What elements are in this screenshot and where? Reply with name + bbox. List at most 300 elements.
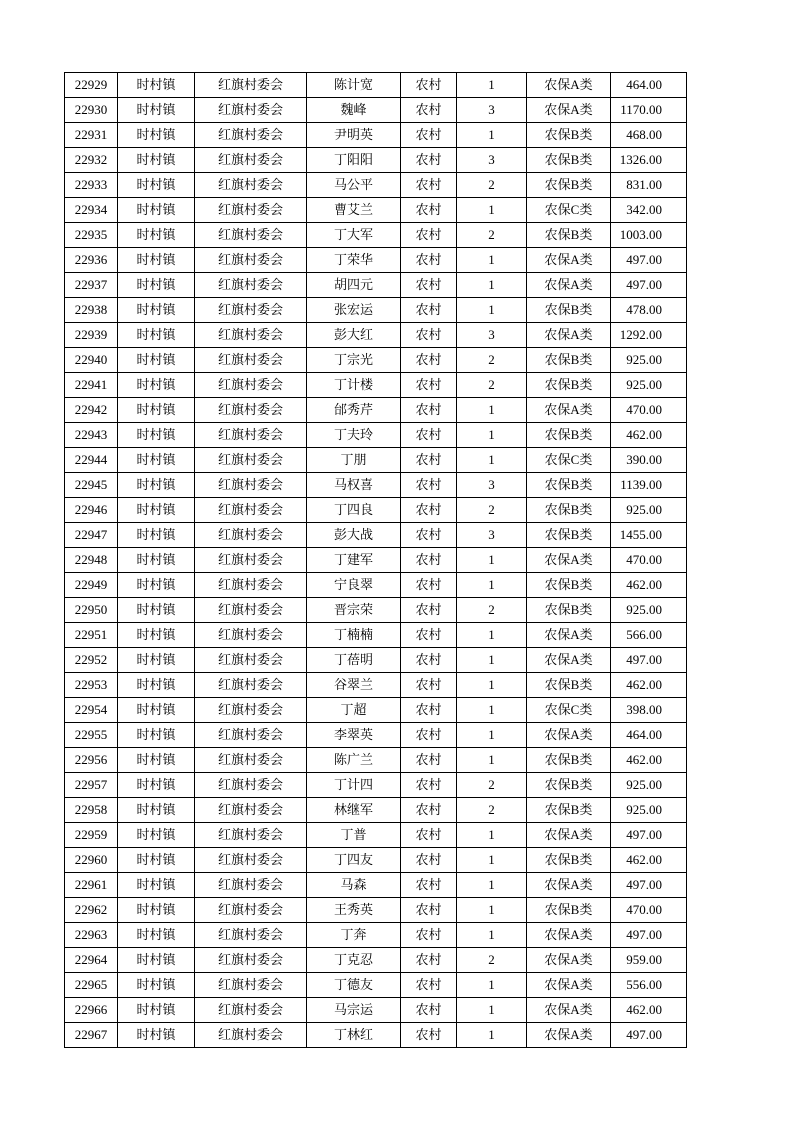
- table-cell-town: 时村镇: [118, 448, 195, 473]
- table-cell-village_committee: 红旗村委会: [195, 948, 307, 973]
- table-cell-amount: 398.00: [611, 698, 687, 723]
- table-cell-town: 时村镇: [118, 648, 195, 673]
- table-cell-town: 时村镇: [118, 948, 195, 973]
- table-row: [65, 373, 687, 398]
- table-cell-village_committee: 红旗村委会: [195, 248, 307, 273]
- table-cell-person_count: 1: [457, 923, 527, 948]
- table-cell-person_count: 1: [457, 398, 527, 423]
- table-cell-serial_no: 22954: [65, 698, 118, 723]
- table-cell-village_committee: 红旗村委会: [195, 598, 307, 623]
- table-cell-serial_no: 22963: [65, 923, 118, 948]
- table-cell-town: 时村镇: [118, 673, 195, 698]
- table-cell-serial_no: 22948: [65, 548, 118, 573]
- table-cell-name: 丁林红: [307, 1023, 401, 1048]
- table-cell-serial_no: 22961: [65, 873, 118, 898]
- table-cell-amount: 831.00: [611, 173, 687, 198]
- table-cell-person_count: 1: [457, 748, 527, 773]
- table-row: [65, 923, 687, 948]
- table-cell-town: 时村镇: [118, 73, 195, 98]
- table-cell-person_count: 1: [457, 1023, 527, 1048]
- table-cell-insurance_category: 农保B类: [527, 123, 611, 148]
- table-cell-name: 丁计四: [307, 773, 401, 798]
- table-cell-village_committee: 红旗村委会: [195, 198, 307, 223]
- table-cell-person_count: 1: [457, 198, 527, 223]
- table-cell-insurance_category: 农保B类: [527, 773, 611, 798]
- table-row: [65, 348, 687, 373]
- table-cell-residence_type: 农村: [401, 773, 457, 798]
- table-cell-name: 马公平: [307, 173, 401, 198]
- table-row: [65, 323, 687, 348]
- table-cell-insurance_category: 农保B类: [527, 473, 611, 498]
- table-cell-village_committee: 红旗村委会: [195, 848, 307, 873]
- table-cell-residence_type: 农村: [401, 198, 457, 223]
- table-cell-amount: 462.00: [611, 673, 687, 698]
- table-cell-amount: 470.00: [611, 398, 687, 423]
- table-cell-village_committee: 红旗村委会: [195, 698, 307, 723]
- table-cell-residence_type: 农村: [401, 223, 457, 248]
- table-cell-serial_no: 22929: [65, 73, 118, 98]
- table-cell-person_count: 1: [457, 73, 527, 98]
- table-cell-insurance_category: 农保A类: [527, 248, 611, 273]
- table-cell-amount: 1292.00: [611, 323, 687, 348]
- table-cell-name: 丁四良: [307, 498, 401, 523]
- table-cell-name: 马森: [307, 873, 401, 898]
- table-cell-insurance_category: 农保B类: [527, 598, 611, 623]
- table-cell-village_committee: 红旗村委会: [195, 873, 307, 898]
- table-cell-town: 时村镇: [118, 398, 195, 423]
- table-cell-residence_type: 农村: [401, 398, 457, 423]
- table-cell-amount: 1139.00: [611, 473, 687, 498]
- table-cell-town: 时村镇: [118, 423, 195, 448]
- table-cell-serial_no: 22941: [65, 373, 118, 398]
- table-cell-person_count: 1: [457, 698, 527, 723]
- table-row: [65, 1023, 687, 1048]
- table-cell-residence_type: 农村: [401, 798, 457, 823]
- table-cell-amount: 462.00: [611, 998, 687, 1023]
- table-cell-name: 晋宗荣: [307, 598, 401, 623]
- table-cell-serial_no: 22960: [65, 848, 118, 873]
- table-cell-name: 丁建军: [307, 548, 401, 573]
- table-cell-name: 丁楠楠: [307, 623, 401, 648]
- table-cell-residence_type: 农村: [401, 173, 457, 198]
- table-cell-insurance_category: 农保B类: [527, 348, 611, 373]
- table-cell-residence_type: 农村: [401, 923, 457, 948]
- table-cell-village_committee: 红旗村委会: [195, 148, 307, 173]
- table-cell-amount: 1170.00: [611, 98, 687, 123]
- table-cell-person_count: 2: [457, 948, 527, 973]
- table-cell-amount: 497.00: [611, 923, 687, 948]
- table-cell-village_committee: 红旗村委会: [195, 898, 307, 923]
- table-cell-person_count: 1: [457, 823, 527, 848]
- table-cell-name: 丁普: [307, 823, 401, 848]
- table-cell-residence_type: 农村: [401, 448, 457, 473]
- table-cell-person_count: 1: [457, 973, 527, 998]
- table-cell-insurance_category: 农保A类: [527, 273, 611, 298]
- table-cell-insurance_category: 农保A类: [527, 73, 611, 98]
- table-cell-village_committee: 红旗村委会: [195, 548, 307, 573]
- table-cell-person_count: 1: [457, 548, 527, 573]
- table-cell-name: 丁大军: [307, 223, 401, 248]
- table-cell-town: 时村镇: [118, 848, 195, 873]
- table-cell-person_count: 2: [457, 498, 527, 523]
- table-row: [65, 898, 687, 923]
- table-cell-residence_type: 农村: [401, 948, 457, 973]
- pension-benefits-table: [64, 72, 687, 1048]
- table-row: [65, 973, 687, 998]
- table-cell-town: 时村镇: [118, 723, 195, 748]
- table-cell-amount: 462.00: [611, 573, 687, 598]
- table-cell-insurance_category: 农保A类: [527, 723, 611, 748]
- table-cell-village_committee: 红旗村委会: [195, 773, 307, 798]
- table-cell-village_committee: 红旗村委会: [195, 498, 307, 523]
- table-cell-amount: 497.00: [611, 648, 687, 673]
- table-cell-residence_type: 农村: [401, 998, 457, 1023]
- table-cell-name: 丁夫玲: [307, 423, 401, 448]
- table-cell-town: 时村镇: [118, 823, 195, 848]
- table-cell-insurance_category: 农保B类: [527, 423, 611, 448]
- table-cell-town: 时村镇: [118, 748, 195, 773]
- table-cell-serial_no: 22933: [65, 173, 118, 198]
- table-cell-amount: 566.00: [611, 623, 687, 648]
- table-cell-residence_type: 农村: [401, 348, 457, 373]
- table-row: [65, 423, 687, 448]
- table-cell-insurance_category: 农保C类: [527, 198, 611, 223]
- table-row: [65, 123, 687, 148]
- table-cell-person_count: 1: [457, 298, 527, 323]
- table-cell-amount: 342.00: [611, 198, 687, 223]
- table-cell-name: 谷翠兰: [307, 673, 401, 698]
- table-cell-person_count: 1: [457, 273, 527, 298]
- table-cell-amount: 497.00: [611, 823, 687, 848]
- table-cell-person_count: 2: [457, 773, 527, 798]
- table-cell-town: 时村镇: [118, 598, 195, 623]
- table-cell-amount: 497.00: [611, 873, 687, 898]
- table-cell-amount: 925.00: [611, 598, 687, 623]
- table-cell-village_committee: 红旗村委会: [195, 423, 307, 448]
- table-cell-village_committee: 红旗村委会: [195, 798, 307, 823]
- table-cell-name: 马宗运: [307, 998, 401, 1023]
- table-cell-serial_no: 22947: [65, 523, 118, 548]
- table-row: [65, 173, 687, 198]
- table-cell-serial_no: 22958: [65, 798, 118, 823]
- table-cell-village_committee: 红旗村委会: [195, 723, 307, 748]
- table-cell-name: 丁奔: [307, 923, 401, 948]
- table-cell-name: 陈计宽: [307, 73, 401, 98]
- table-cell-insurance_category: 农保A类: [527, 398, 611, 423]
- table-cell-residence_type: 农村: [401, 423, 457, 448]
- table-cell-serial_no: 22946: [65, 498, 118, 523]
- table-cell-person_count: 1: [457, 898, 527, 923]
- table-cell-name: 丁克忍: [307, 948, 401, 973]
- table-cell-name: 彭大红: [307, 323, 401, 348]
- table-cell-residence_type: 农村: [401, 598, 457, 623]
- table-cell-insurance_category: 农保B类: [527, 673, 611, 698]
- table-cell-insurance_category: 农保B类: [527, 148, 611, 173]
- table-cell-serial_no: 22967: [65, 1023, 118, 1048]
- table-cell-town: 时村镇: [118, 498, 195, 523]
- table-cell-serial_no: 22935: [65, 223, 118, 248]
- table-row: [65, 873, 687, 898]
- table-cell-name: 胡四元: [307, 273, 401, 298]
- table-cell-insurance_category: 农保A类: [527, 1023, 611, 1048]
- table-cell-serial_no: 22952: [65, 648, 118, 673]
- table-cell-person_count: 1: [457, 848, 527, 873]
- table-cell-residence_type: 农村: [401, 723, 457, 748]
- table-cell-name: 李翠英: [307, 723, 401, 748]
- table-cell-town: 时村镇: [118, 998, 195, 1023]
- table-cell-residence_type: 农村: [401, 823, 457, 848]
- table-cell-name: 陈广兰: [307, 748, 401, 773]
- table-row: [65, 273, 687, 298]
- table-cell-town: 时村镇: [118, 573, 195, 598]
- table-cell-insurance_category: 农保A类: [527, 98, 611, 123]
- table-cell-insurance_category: 农保B类: [527, 898, 611, 923]
- table-cell-insurance_category: 农保A类: [527, 323, 611, 348]
- table-cell-amount: 1326.00: [611, 148, 687, 173]
- table-cell-name: 丁荣华: [307, 248, 401, 273]
- table-row: [65, 648, 687, 673]
- table-cell-person_count: 1: [457, 123, 527, 148]
- table-cell-insurance_category: 农保B类: [527, 173, 611, 198]
- table-cell-town: 时村镇: [118, 148, 195, 173]
- table-row: [65, 248, 687, 273]
- table-cell-village_committee: 红旗村委会: [195, 998, 307, 1023]
- table-row: [65, 73, 687, 98]
- table-row: [65, 748, 687, 773]
- table-cell-village_committee: 红旗村委会: [195, 73, 307, 98]
- table-cell-town: 时村镇: [118, 773, 195, 798]
- table-cell-name: 王秀英: [307, 898, 401, 923]
- table-cell-town: 时村镇: [118, 173, 195, 198]
- table-row: [65, 723, 687, 748]
- table-cell-village_committee: 红旗村委会: [195, 373, 307, 398]
- table-row: [65, 498, 687, 523]
- table-cell-insurance_category: 农保B类: [527, 498, 611, 523]
- table-cell-town: 时村镇: [118, 298, 195, 323]
- table-cell-name: 彭大战: [307, 523, 401, 548]
- table-cell-amount: 925.00: [611, 773, 687, 798]
- table-cell-insurance_category: 农保B类: [527, 523, 611, 548]
- table-cell-residence_type: 农村: [401, 648, 457, 673]
- table-cell-amount: 464.00: [611, 723, 687, 748]
- table-cell-name: 丁阳阳: [307, 148, 401, 173]
- table-row: [65, 473, 687, 498]
- table-cell-serial_no: 22930: [65, 98, 118, 123]
- table-cell-serial_no: 22942: [65, 398, 118, 423]
- table-cell-town: 时村镇: [118, 1023, 195, 1048]
- table-cell-village_committee: 红旗村委会: [195, 823, 307, 848]
- table-cell-village_committee: 红旗村委会: [195, 473, 307, 498]
- table-cell-residence_type: 农村: [401, 873, 457, 898]
- table-cell-person_count: 2: [457, 798, 527, 823]
- table-row: [65, 223, 687, 248]
- table-cell-residence_type: 农村: [401, 548, 457, 573]
- table-cell-name: 邰秀芹: [307, 398, 401, 423]
- table-cell-amount: 1455.00: [611, 523, 687, 548]
- table-cell-serial_no: 22957: [65, 773, 118, 798]
- table-row: [65, 998, 687, 1023]
- table-cell-town: 时村镇: [118, 348, 195, 373]
- table-cell-residence_type: 农村: [401, 98, 457, 123]
- table-cell-serial_no: 22940: [65, 348, 118, 373]
- table-cell-name: 丁朋: [307, 448, 401, 473]
- table-row: [65, 548, 687, 573]
- table-cell-amount: 462.00: [611, 748, 687, 773]
- table-cell-town: 时村镇: [118, 473, 195, 498]
- table-cell-village_committee: 红旗村委会: [195, 748, 307, 773]
- table-row: [65, 698, 687, 723]
- table-cell-town: 时村镇: [118, 548, 195, 573]
- table-cell-person_count: 1: [457, 723, 527, 748]
- table-body: [65, 73, 687, 1048]
- table-row: [65, 623, 687, 648]
- table-cell-town: 时村镇: [118, 323, 195, 348]
- table-row: [65, 573, 687, 598]
- table-cell-insurance_category: 农保C类: [527, 698, 611, 723]
- table-cell-name: 曹艾兰: [307, 198, 401, 223]
- table-cell-insurance_category: 农保B类: [527, 573, 611, 598]
- table-cell-village_committee: 红旗村委会: [195, 923, 307, 948]
- table-cell-serial_no: 22936: [65, 248, 118, 273]
- table-cell-residence_type: 农村: [401, 273, 457, 298]
- table-cell-person_count: 1: [457, 448, 527, 473]
- table-cell-name: 丁计楼: [307, 373, 401, 398]
- table-cell-insurance_category: 农保B类: [527, 848, 611, 873]
- table-cell-town: 时村镇: [118, 698, 195, 723]
- table-cell-person_count: 3: [457, 523, 527, 548]
- table-cell-insurance_category: 农保B类: [527, 223, 611, 248]
- table-cell-serial_no: 22953: [65, 673, 118, 698]
- table-cell-insurance_category: 农保A类: [527, 548, 611, 573]
- table-cell-serial_no: 22938: [65, 298, 118, 323]
- table-cell-person_count: 1: [457, 648, 527, 673]
- table-cell-person_count: 1: [457, 423, 527, 448]
- table-cell-person_count: 1: [457, 573, 527, 598]
- table-cell-insurance_category: 农保A类: [527, 948, 611, 973]
- table-row: [65, 848, 687, 873]
- table-cell-amount: 470.00: [611, 548, 687, 573]
- table-row: [65, 398, 687, 423]
- table-cell-village_committee: 红旗村委会: [195, 173, 307, 198]
- table-cell-residence_type: 农村: [401, 373, 457, 398]
- table-cell-person_count: 3: [457, 473, 527, 498]
- table-cell-person_count: 1: [457, 623, 527, 648]
- table-row: [65, 148, 687, 173]
- table-cell-amount: 925.00: [611, 373, 687, 398]
- table-cell-residence_type: 农村: [401, 973, 457, 998]
- table-cell-serial_no: 22945: [65, 473, 118, 498]
- table-cell-insurance_category: 农保A类: [527, 923, 611, 948]
- table-cell-town: 时村镇: [118, 198, 195, 223]
- table-cell-person_count: 3: [457, 148, 527, 173]
- document-page: [64, 72, 687, 1048]
- table-cell-residence_type: 农村: [401, 573, 457, 598]
- table-cell-serial_no: 22931: [65, 123, 118, 148]
- table-cell-residence_type: 农村: [401, 748, 457, 773]
- table-cell-serial_no: 22956: [65, 748, 118, 773]
- table-cell-amount: 497.00: [611, 1023, 687, 1048]
- table-cell-residence_type: 农村: [401, 848, 457, 873]
- table-cell-person_count: 3: [457, 323, 527, 348]
- table-cell-person_count: 1: [457, 248, 527, 273]
- table-cell-person_count: 1: [457, 673, 527, 698]
- table-cell-name: 林继军: [307, 798, 401, 823]
- table-cell-village_committee: 红旗村委会: [195, 298, 307, 323]
- table-cell-insurance_category: 农保B类: [527, 298, 611, 323]
- table-cell-town: 时村镇: [118, 923, 195, 948]
- table-cell-village_committee: 红旗村委会: [195, 623, 307, 648]
- table-cell-person_count: 1: [457, 873, 527, 898]
- table-cell-village_committee: 红旗村委会: [195, 398, 307, 423]
- table-cell-amount: 464.00: [611, 73, 687, 98]
- table-cell-person_count: 2: [457, 598, 527, 623]
- table-cell-person_count: 2: [457, 173, 527, 198]
- table-cell-name: 丁四友: [307, 848, 401, 873]
- table-cell-residence_type: 农村: [401, 1023, 457, 1048]
- table-cell-residence_type: 农村: [401, 698, 457, 723]
- table-cell-amount: 959.00: [611, 948, 687, 973]
- table-cell-residence_type: 农村: [401, 473, 457, 498]
- table-cell-amount: 925.00: [611, 498, 687, 523]
- table-cell-amount: 390.00: [611, 448, 687, 473]
- table-cell-person_count: 2: [457, 373, 527, 398]
- table-cell-serial_no: 22950: [65, 598, 118, 623]
- table-cell-town: 时村镇: [118, 223, 195, 248]
- table-cell-serial_no: 22943: [65, 423, 118, 448]
- table-cell-village_committee: 红旗村委会: [195, 348, 307, 373]
- table-cell-village_committee: 红旗村委会: [195, 573, 307, 598]
- table-row: [65, 298, 687, 323]
- table-cell-person_count: 2: [457, 223, 527, 248]
- table-cell-residence_type: 农村: [401, 623, 457, 648]
- table-cell-person_count: 2: [457, 348, 527, 373]
- table-cell-amount: 462.00: [611, 423, 687, 448]
- table-cell-insurance_category: 农保A类: [527, 998, 611, 1023]
- table-cell-serial_no: 22937: [65, 273, 118, 298]
- table-cell-name: 宁良翠: [307, 573, 401, 598]
- table-cell-name: 尹明英: [307, 123, 401, 148]
- table-cell-name: 马权喜: [307, 473, 401, 498]
- table-cell-amount: 478.00: [611, 298, 687, 323]
- table-cell-serial_no: 22949: [65, 573, 118, 598]
- table-cell-amount: 925.00: [611, 798, 687, 823]
- table-cell-village_committee: 红旗村委会: [195, 1023, 307, 1048]
- table-cell-person_count: 3: [457, 98, 527, 123]
- table-row: [65, 798, 687, 823]
- table-cell-town: 时村镇: [118, 523, 195, 548]
- table-cell-insurance_category: 农保A类: [527, 973, 611, 998]
- table-cell-town: 时村镇: [118, 798, 195, 823]
- table-cell-insurance_category: 农保A类: [527, 648, 611, 673]
- table-cell-village_committee: 红旗村委会: [195, 323, 307, 348]
- table-cell-insurance_category: 农保B类: [527, 748, 611, 773]
- table-cell-serial_no: 22964: [65, 948, 118, 973]
- table-cell-insurance_category: 农保A类: [527, 623, 611, 648]
- table-cell-town: 时村镇: [118, 873, 195, 898]
- table-cell-name: 丁德友: [307, 973, 401, 998]
- table-cell-residence_type: 农村: [401, 898, 457, 923]
- table-cell-town: 时村镇: [118, 898, 195, 923]
- table-cell-residence_type: 农村: [401, 248, 457, 273]
- table-cell-serial_no: 22951: [65, 623, 118, 648]
- table-cell-amount: 462.00: [611, 848, 687, 873]
- table-cell-serial_no: 22965: [65, 973, 118, 998]
- table-row: [65, 448, 687, 473]
- table-cell-insurance_category: 农保A类: [527, 823, 611, 848]
- table-cell-town: 时村镇: [118, 373, 195, 398]
- table-cell-name: 丁超: [307, 698, 401, 723]
- table-cell-serial_no: 22955: [65, 723, 118, 748]
